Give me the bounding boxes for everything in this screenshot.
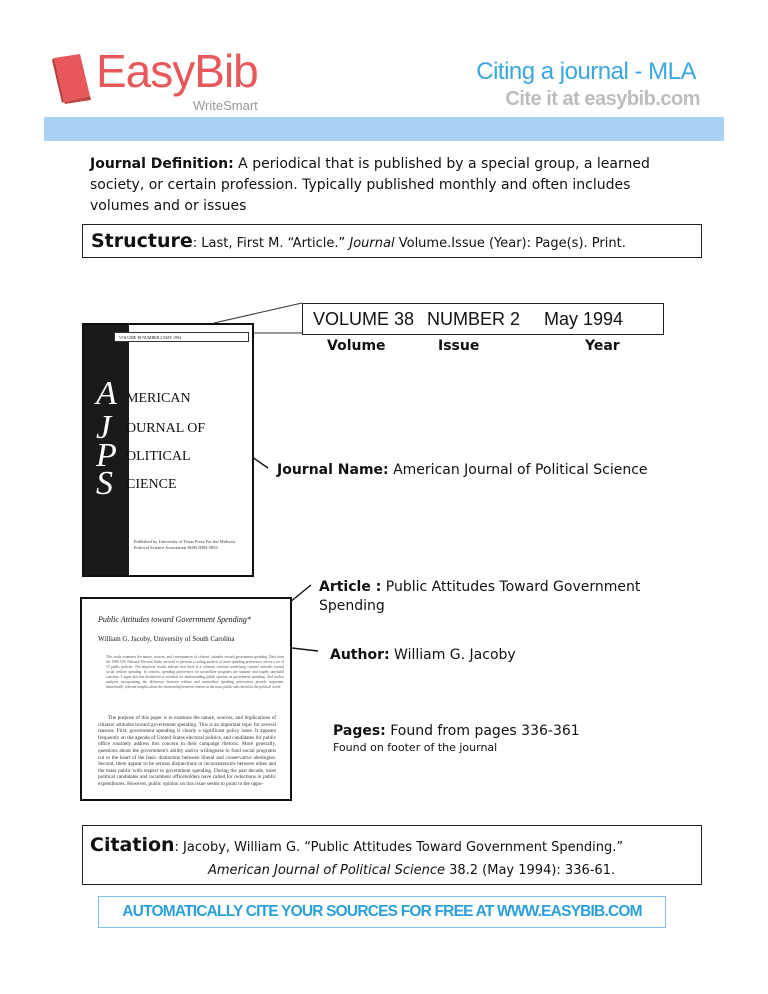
issue-date: May 1994 [544, 309, 624, 329]
article-label: Article : [319, 579, 382, 595]
article-page-body: The purpose of this paper is to examine the nature, sources, and implications of citizens' attitudes toward government spending. This is an important topic for several reasons. First, government spending is clearly a significant policy issue. It appears frequently on the agenda of United States electoral politics, and candidates for public office routinely address this concern in their campaign rhetoric. More generally, questions about the government's ability and/or willingness to fund social programs cut to the heart of the basic distinction between liberal and conservative ideologies. Second, there appear to be serious disjunctions or inconsistencies between elites and the mass public with respect to government spending. During the past decade, most political candidates and incumbent officeholders have called for reductions in public expenditures. However, public opinion on this issue seems to point to the oppo- [98, 715, 276, 787]
cover-letter-a: A [96, 375, 117, 412]
journal-definition [90, 154, 690, 217]
citation-line-2 [208, 863, 615, 878]
cover-letter-p: P [96, 437, 117, 474]
pages-value: Found from pages 336-361 [385, 723, 580, 739]
volume-number: VOLUME 38 [313, 309, 415, 329]
citation-box [82, 825, 702, 885]
definition-text: A periodical that is published by a special group, a learned society, or certain profession. Typically published monthly and often includes volumes and or issues [90, 156, 650, 214]
pages-annotation [333, 722, 580, 741]
article-value: Public Attitudes Toward Government Spending [319, 579, 641, 614]
logo-text: EasyBib [96, 45, 258, 97]
structure-suffix: Volume.Issue (Year): Page(s). Print. [394, 236, 626, 251]
journal-cover-image [82, 323, 254, 577]
structure-prefix: : Last, First M. “Article.” [192, 236, 350, 251]
easybib-cta-banner[interactable]: AUTOMATICALLY CITE YOUR SOURCES FOR FREE AT WWW.EASYBIB.COM [98, 896, 666, 928]
pages-label: Pages: [333, 723, 386, 739]
logo-tagline: WriteSmart [193, 98, 258, 113]
citation-journal: American Journal of Political Science [208, 863, 445, 878]
zoom-line-top [214, 303, 302, 323]
page-title: Citing a journal - MLA [476, 58, 696, 85]
pages-note: Found on footer of the journal [333, 741, 498, 754]
article-annotation [319, 578, 689, 616]
article-page-abstract: This study examines the nature, sources, and consequences of citizens' attitudes toward government spending. Data from the 1986 CPS National Election Study are used to perform a scaling analysis of mass spending preferences across a set of 10 public policies. The empirical results indicate that there is a coherent structure underlying citizens' attitudes toward social welfare spending. In contrast, spending preferences for nonwelfare programs are separate and largely unrelated concerns. I argue that this distinction is essential for understanding public opinion on government spending. And further analyses incorporating the difference between welfare and nonwelfare spending preferences provide important, theoretically relevant insights about the relationship between citizens in the mass public and elected in the political world. [106, 655, 284, 689]
author-label: Author: [330, 647, 390, 663]
structure-box [82, 224, 702, 258]
cover-volume-strip: VOLUME 38 NUMBER 2 MAY 1994 [114, 332, 249, 342]
volume-info-box [302, 303, 664, 335]
book-logo-icon [50, 52, 94, 104]
year-label: Year [585, 338, 620, 354]
volume-label: Volume [327, 338, 386, 354]
page-subtitle: Cite it at easybib.com [505, 88, 700, 110]
header-divider-bar [44, 117, 724, 141]
structure-journal: Journal [349, 236, 395, 251]
cover-word-science: CIENCE [126, 477, 177, 492]
author-annotation [330, 646, 516, 665]
cover-word-american: MERICAN [126, 391, 191, 406]
cover-letter-j: J [96, 409, 112, 446]
citation-line-1 [90, 834, 623, 856]
journal-name-value: American Journal of Political Science [388, 462, 648, 478]
cover-word-political: OLITICAL [126, 449, 191, 464]
citation-text-2: 38.2 (May 1994): 336-61. [444, 863, 616, 878]
cover-publisher: Published by University of Texas Press For the Midwest Political Science Association ISSN 0092-5853 [134, 539, 236, 550]
journal-name-annotation [277, 461, 648, 480]
article-page-title: Public Attitudes toward Government Spending* [98, 615, 251, 624]
cover-word-journal: OURNAL OF [126, 421, 206, 436]
author-value: William G. Jacoby [389, 647, 516, 663]
citation-label: Citation [90, 834, 175, 856]
article-page-author: William G. Jacoby, University of South Carolina [98, 635, 235, 643]
issue-label: Issue [438, 338, 480, 354]
structure-label: Structure [91, 230, 193, 252]
citation-text-1: : Jacoby, William G. “Public Attitudes Toward Government Spending.” [174, 840, 624, 855]
article-page-image [80, 597, 292, 801]
cover-letter-s: S [96, 465, 113, 502]
structure-line [91, 230, 626, 252]
issue-number: NUMBER 2 [427, 309, 521, 329]
journal-name-label: Journal Name: [277, 462, 389, 478]
definition-label: Journal Definition: [90, 156, 234, 172]
